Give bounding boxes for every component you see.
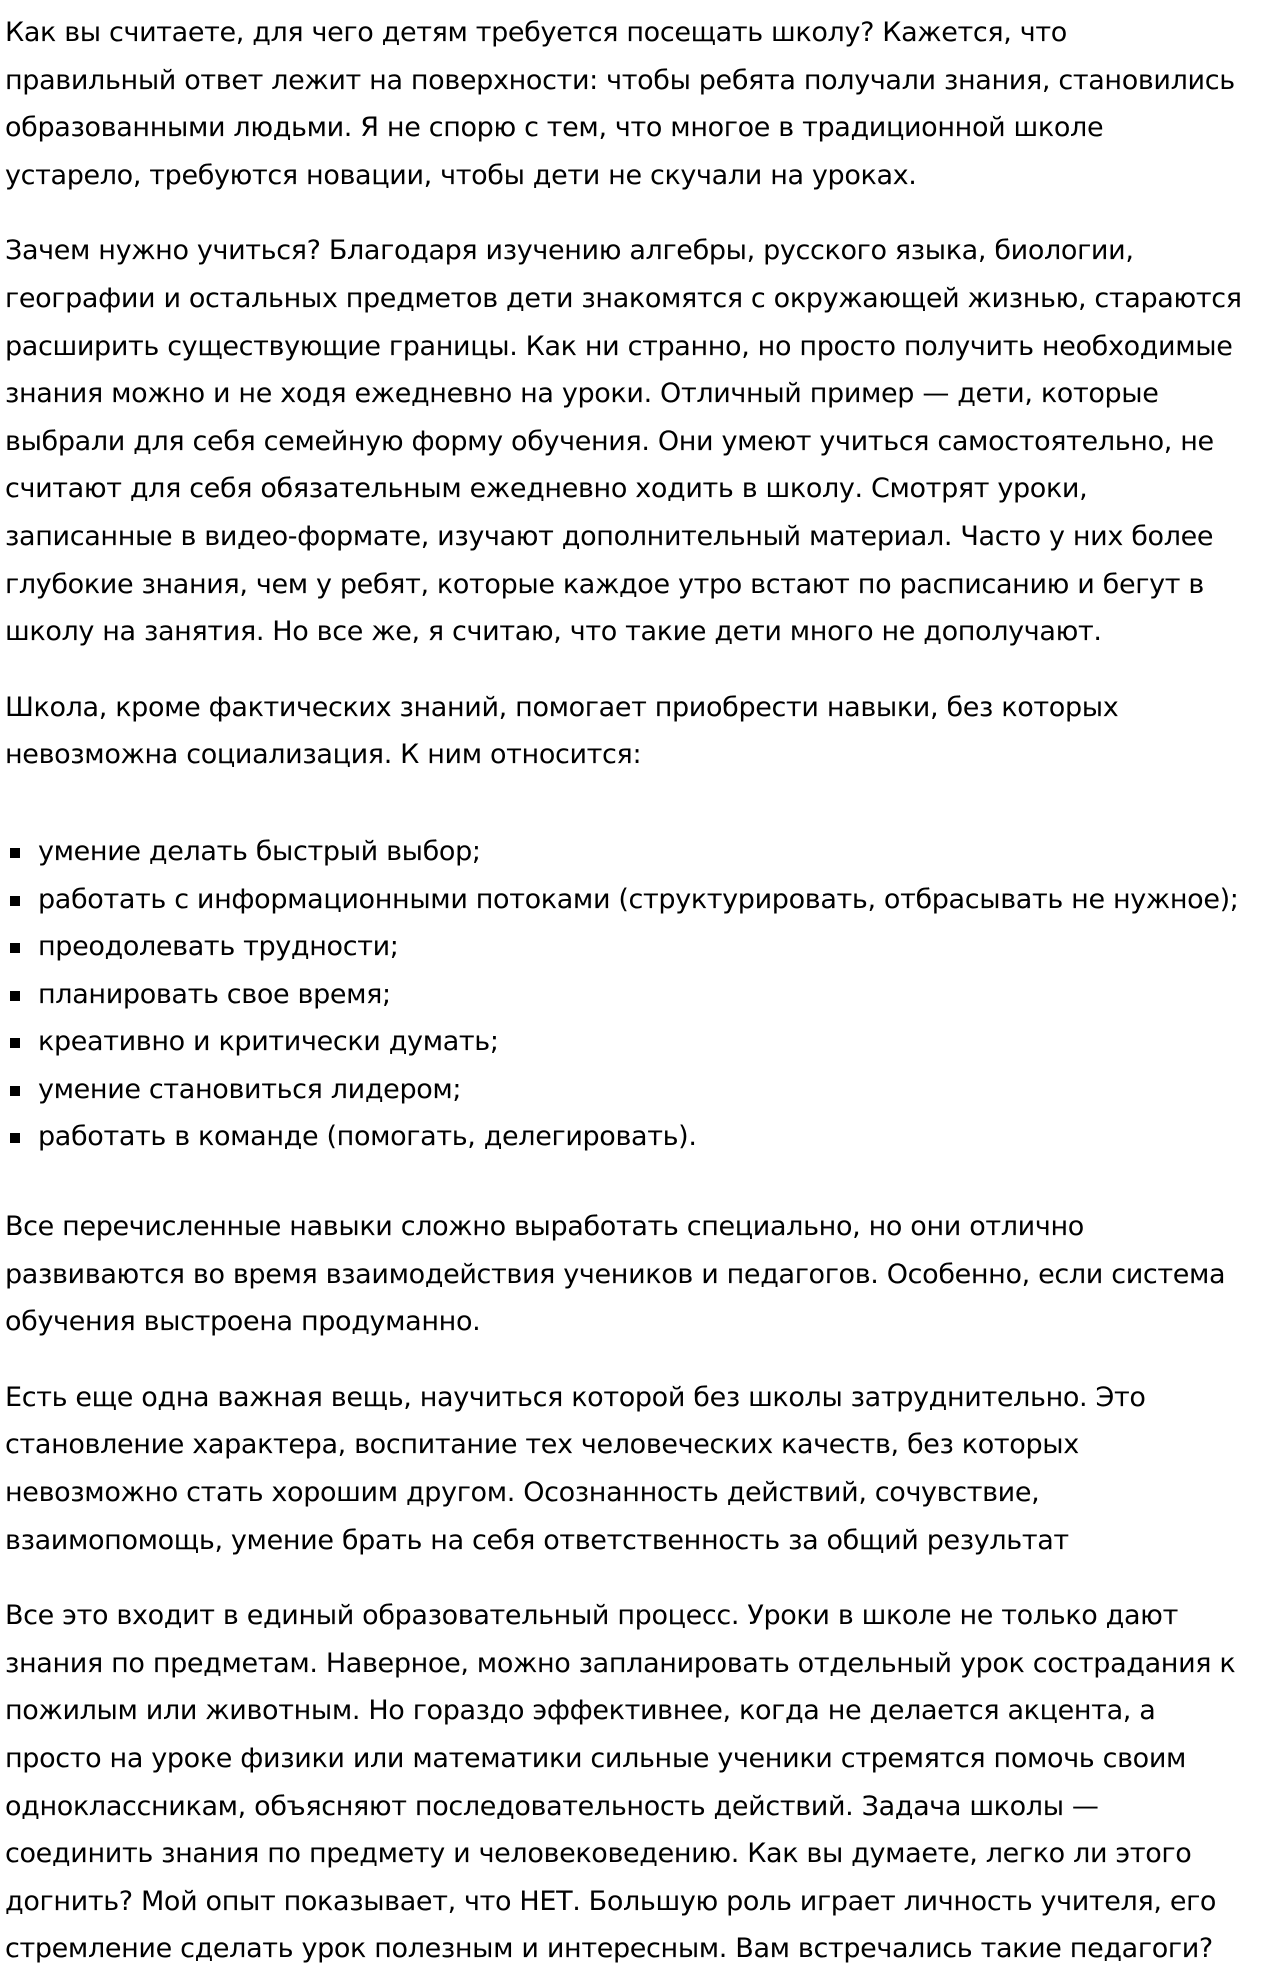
bullet-square-icon [10,896,20,906]
bullet-square-icon [10,943,20,953]
skills-intro-paragraph: Школа, кроме фактических знаний, помогает приобрести навыки, без которых невозможна социализация. К ним относится: [5,691,1119,771]
list-item-label: креативно и критически думать; [38,1026,499,1058]
conclusion-paragraph: Все это входит в единый образовательный процесс. Уроки в школе не только дают знания по предметам. Наверное, можно запланировать отдельный урок сострадания к пожилым или животным. Но гораздо эффективнее, когда не делается акцента, а просто на уроке физики или математики сильные ученики стремятся помочь своим одноклассникам, объясняют последовательность действий. Задача школы — соединить знания по предмету и человековедению. Как вы думаете, легко ли этого догнить? Мой опыт показывает, что НЕТ. Большую роль играет личность учителя, его стремление сделать урок полезным и интересным. Вам встречались такие педагоги? [5,1600,1236,1965]
skills-development-paragraph: Все перечисленные навыки сложно выработать специально, но они отлично развиваются во время взаимодействия учеников и педагогов. Особенно, если система обучения выстроена продуманно. [5,1211,1226,1338]
list-item [5,876,1246,924]
list-item [5,1113,1246,1161]
list-item [5,1066,1246,1114]
list-item [5,971,1246,1019]
list-item [5,828,1246,876]
list-item-label: работать в команде (помогать, делегировать). [38,1121,697,1153]
list-item-label: умение делать быстрый выбор; [38,835,481,867]
bullet-square-icon [10,1086,20,1096]
list-item-label: преодолевать трудности; [38,931,399,963]
why-study-paragraph: Зачем нужно учиться? Благодаря изучению алгебры, русского языка, биологии, географии и остальных предметов дети знакомятся с окружающей жизнью, стараются расширить существующие границы. Как ни странно, но просто получить необходимые знания можно и не ходя ежедневно на уроки. Отличный пример — дети, которые выбрали для себя семейную форму обучения. Они умеют учиться самостоятельно, не считают для себя обязательным ежедневно ходить в школу. Смотрят уроки, записанные в видео-формате, изучают дополнительный материал. Часто у них более глубокие знания, чем у ребят, которые каждое утро встают по расписанию и бегут в школу на занятия. Но все же, я считаю, что такие дети много не дополучают. [5,235,1242,648]
list-item-label: умение становиться лидером; [38,1073,462,1105]
intro-paragraph: Как вы считаете, для чего детям требуется посещать школу? Кажется, что правильный ответ лежит на поверхности: чтобы ребята получали знания, становились образованными людьми. Я не спорю с тем, что многое в традиционной школе устарело, требуются новации, чтобы дети не скучали на уроках. [5,17,1235,191]
bullet-square-icon [10,1038,20,1048]
skills-list [5,828,1246,1161]
list-item-label: планировать свое время; [38,978,391,1010]
list-item [5,1018,1246,1066]
bullet-square-icon [10,1133,20,1143]
bullet-square-icon [10,848,20,858]
list-item-label: работать с информационными потоками (структурировать, отбрасывать не нужное); [38,883,1239,915]
list-item [5,923,1246,971]
bullet-square-icon [10,991,20,1001]
character-building-paragraph: Есть еще одна важная вещь, научиться которой без школы затруднительно. Это становление характера, воспитание тех человеческих качеств, без которых невозможно стать хорошим другом. Осознанность действий, сочувствие, взаимопомощь, умение брать на себя ответственность за общий результат [5,1381,1146,1556]
